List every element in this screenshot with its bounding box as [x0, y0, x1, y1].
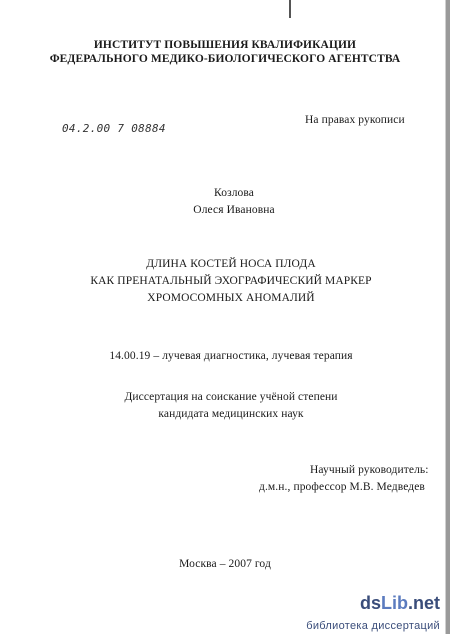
- watermark-subtitle: библиотека диссертаций: [306, 620, 440, 632]
- watermark-logo: [360, 588, 440, 618]
- degree-line1: Диссертация на соискание учёной степени: [124, 391, 338, 403]
- scan-edge-inner: [445, 0, 446, 634]
- degree-line2: кандидата медицинских наук: [158, 408, 304, 420]
- thesis-title-line1: ДЛИНА КОСТЕЙ НОСА ПЛОДА: [146, 258, 316, 270]
- rights-note: На правах рукописи: [305, 114, 405, 126]
- supervisor-label: Научный руководитель:: [310, 464, 429, 476]
- thesis-title-line2: КАК ПРЕНАТАЛЬНЫЙ ЭХОГРАФИЧЕСКИЙ МАРКЕР: [90, 275, 372, 287]
- institute-name-line2: ФЕДЕРАЛЬНОГО МЕДИКО-БИОЛОГИЧЕСКОГО АГЕНТСТВА: [49, 53, 401, 65]
- registration-stamp: 04.2.00 7 08884: [62, 122, 166, 135]
- place-year: Москва – 2007 год: [179, 558, 271, 570]
- specialty-code: 14.00.19 – лучевая диагностика, лучевая терапия: [109, 350, 353, 362]
- author-name: Олеся Ивановна: [193, 204, 275, 216]
- watermark-brand-lib: Lib: [380, 592, 408, 613]
- author-surname: Козлова: [214, 187, 254, 199]
- watermark-brand-net: .net: [407, 592, 440, 613]
- institute-name-line1: ИНСТИТУТ ПОВЫШЕНИЯ КВАЛИФИКАЦИИ: [93, 39, 357, 51]
- thesis-title-line3: ХРОМОСОМНЫХ АНОМАЛИЙ: [147, 292, 315, 304]
- supervisor-name: д.м.н., профессор М.В. Медведев: [259, 481, 425, 493]
- watermark-brand-ds: ds: [359, 592, 381, 613]
- scan-mark: [289, 0, 291, 18]
- scan-edge: [446, 0, 450, 634]
